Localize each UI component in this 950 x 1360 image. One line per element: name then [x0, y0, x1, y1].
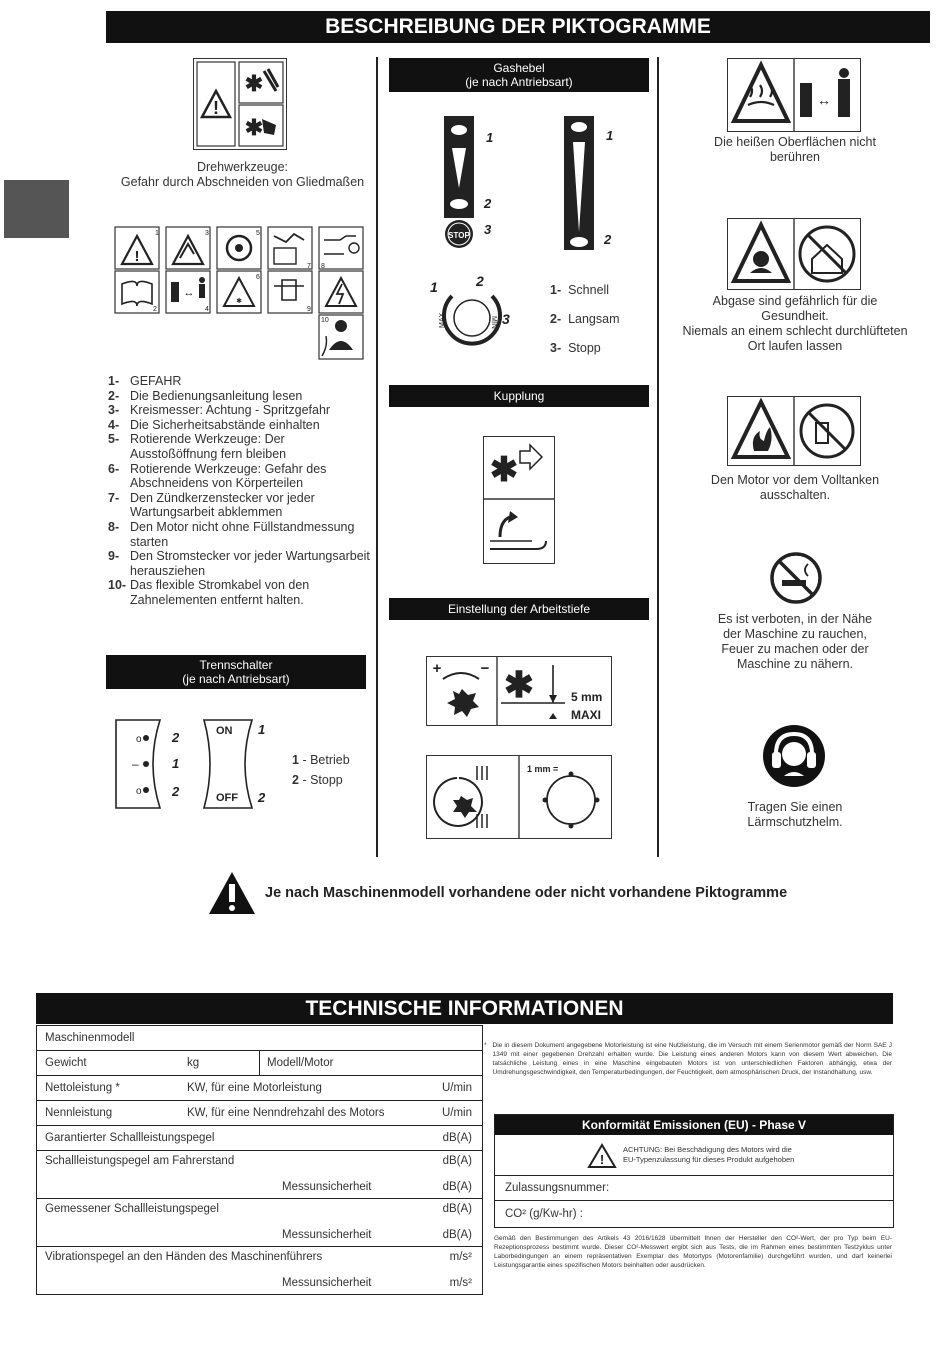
legend-num: 5- — [108, 432, 120, 447]
ear-protection-pictogram — [762, 724, 826, 788]
nominal-power-unit: KW, für eine Nenndrehzahl des Motors — [187, 1107, 385, 1119]
weight-label: Gewicht — [45, 1057, 87, 1069]
dial-mark-2: 2 — [476, 273, 484, 289]
trennschalter-title-line2: (je nach Antriebsart) — [182, 672, 290, 686]
switch-mark-right-top: 1 — [258, 722, 266, 737]
refuel-pictogram — [727, 396, 861, 466]
conformity-warning-line1: ACHTUNG: Bei Beschädigung des Motors wird die — [623, 1145, 792, 1154]
conformity-title — [495, 1115, 893, 1135]
co2-note-text: Gemäß den Bestimmungen des Artikels 43 2016/1628 übermittelt Ihnen der Hersteller den CO²-Wert, der pro Typ beim EU-Rezeptionsprozess bestimmt wurde. Dieser CO²-Messwert ergibt sich aus Tests, die im Rahmen eines bestimmten Testzyklus unter Laborbedingungen an einem repräsentativen Exemplar des Motortyps (Motorenfamilie) durchgeführt wurden, und darf keinerlei Leistungsgarantie eines spezifischen Motors beinhalten oder ausdrücken. — [494, 1235, 892, 1269]
table-row-model — [37, 1026, 482, 1051]
measured-sound-uncertainty-unit: dB(A) — [442, 1229, 472, 1241]
rotating-tools-caption-line2: Gefahr durch Abschneiden von Gliedmaßen — [120, 175, 365, 189]
power-note-text: Die in diesem Dokument angegebene Motorleistung ist eine Nutzleistung, die im Versuch mit einem Serienmotor gemäß der Norm SAE J 1349 mit einer gegebenen Drehzahl erhalten wurde. Die Leistung eines anderen Motors kann von diesem Wert abweichen. Die tatsächliche Leistung eines in eine Maschine eingebauten Motors ist von unterschiedlichen Faktoren abhängig, etwa der Umdrehungsgeschwindigkeit, den Temperaturbedingungen, der Feuchtigkeit, dem atmosphärischen Druck, der Instandhaltung, usw. — [492, 1042, 892, 1076]
grid-num-3: 3 — [205, 230, 209, 237]
sound-driver-uncertainty-unit: dB(A) — [442, 1181, 472, 1193]
switch-mark-right-bottom: 2 — [258, 790, 266, 805]
approval-number-label: Zulassungsnummer: — [505, 1182, 610, 1194]
sound-driver-uncertainty: Messunsicherheit — [282, 1181, 372, 1193]
exhaust-pictogram — [727, 218, 861, 290]
legend-text: Den Motor nicht ohne Füllstandmessung starten — [130, 519, 355, 549]
legend-text: GEFAHR — [130, 374, 182, 388]
rotating-tools-icon — [194, 59, 286, 149]
technical-table — [36, 1025, 483, 1295]
gashebel-legend-item — [550, 334, 620, 363]
no-smoking-caption — [690, 612, 900, 672]
conformity-box — [494, 1114, 894, 1228]
trennschalter-legend-text: - Stopp — [302, 773, 343, 787]
legend-text: Rotierende Werkzeuge: Der Ausstoßöffnung fern bleiben — [130, 432, 287, 461]
trennschalter-legend-text: - Betrieb — [302, 753, 350, 767]
exhaust-caption-line1: Abgase sind gefährlich für die — [712, 294, 878, 308]
svg-text:!: ! — [599, 1152, 605, 1167]
weight-unit: kg — [187, 1057, 200, 1069]
legend-text: Die Bedienungsanleitung lesen — [130, 388, 303, 403]
legend-item — [108, 374, 370, 389]
switch-icon — [112, 718, 282, 810]
grid-num-8: 8 — [321, 263, 325, 270]
svg-text:✱: ✱ — [244, 71, 264, 96]
throttle-mark-a1: 1 — [486, 130, 494, 145]
legend-item — [108, 389, 370, 404]
smoking-caption-line4: Maschine zu nähern. — [736, 657, 854, 671]
svg-text:↔: ↔ — [183, 287, 195, 299]
switch-on-label: ON — [216, 725, 233, 737]
refuel-caption — [690, 473, 900, 503]
rotating-tools-caption-line1: Drehwerkzeuge: — [196, 160, 288, 174]
svg-text:!: ! — [213, 98, 219, 118]
legend-text: Rotierende Werkzeuge: Gefahr des Abschneidens von Körperteilen — [130, 461, 327, 491]
grid-num-2: 2 — [153, 306, 157, 313]
depth-minus: − — [480, 660, 490, 677]
throttle-icon — [430, 112, 630, 252]
stop-label: STOP — [448, 231, 470, 240]
grid-num-6: 6 — [256, 274, 260, 281]
pictograms-header-text: BESCHREIBUNG DER PIKTOGRAMME — [325, 15, 711, 38]
grid-num-10: 10 — [321, 317, 329, 324]
guaranteed-sound-label: Garantierter Schallleistungspegel — [45, 1132, 215, 1144]
depth-plus: + — [432, 660, 442, 677]
dial-mark-3: 3 — [502, 311, 510, 327]
gashebel-legend-text: Langsam — [568, 312, 620, 326]
exhaust-caption-line4: Ort laufen lassen — [747, 339, 843, 353]
svg-text:✱: ✱ — [489, 451, 519, 489]
gashebel-legend-item — [550, 305, 620, 334]
kupplung-title-text: Kupplung — [493, 389, 545, 403]
refuel-caption-line2: ausschalten. — [759, 488, 831, 502]
co2-note — [494, 1234, 892, 1270]
kupplung-pictogram — [483, 436, 555, 564]
gashebel-legend-num: 1- — [550, 283, 562, 297]
pictogram-grid — [114, 226, 366, 360]
smoking-caption-line2: der Maschine zu rauchen, — [723, 627, 867, 641]
side-tab — [4, 180, 69, 238]
svg-text:–: – — [132, 757, 139, 771]
switch-mark-left-mid: 1 — [172, 756, 180, 771]
grid-num-9: 9 — [307, 306, 311, 313]
conformity-title-text: Konformität Emissionen (EU) - Phase V — [581, 1118, 807, 1132]
smoking-caption-line3: Feuer zu machen oder der — [721, 642, 869, 656]
grid-num-7: 7 — [307, 263, 311, 270]
arbeitstiefe-title — [389, 598, 649, 620]
svg-text:✱: ✱ — [503, 664, 535, 705]
table-row-net-power — [37, 1076, 482, 1101]
legend-num: 10- — [108, 578, 127, 593]
legend-item — [108, 462, 370, 491]
throttle-dial — [422, 266, 522, 356]
gashebel-legend-num: 2- — [550, 312, 562, 326]
svg-text:!: ! — [134, 248, 140, 265]
trennschalter-pictogram — [112, 718, 282, 810]
gashebel-legend-text: Stopp — [568, 341, 601, 355]
switch-mark-left-top: 2 — [172, 730, 180, 745]
legend-item — [108, 549, 370, 578]
legend-text: Den Stromstecker vor jeder Wartungsarbeit herausziehen — [130, 549, 370, 578]
gashebel-title-line1: Gashebel — [493, 61, 545, 75]
hot-caption-line1: Die heißen Oberflächen nicht — [714, 135, 876, 149]
legend-item — [108, 578, 370, 607]
conformity-warning-line2: EU-Typenzulassung für dieses Produkt aufgehoben — [623, 1155, 795, 1164]
hot-caption-line2: berühren — [769, 150, 821, 164]
pictogram-grid-icons — [114, 226, 366, 360]
depth-value: 5 mm — [571, 690, 603, 704]
power-note — [484, 1041, 892, 1077]
hot-surface-pictogram — [727, 58, 861, 132]
table-row-nominal-power — [37, 1101, 482, 1126]
legend-text: Die Sicherheitsabstände einhalten — [130, 417, 320, 432]
dial-mark-1: 1 — [430, 279, 438, 295]
legend-num: 1- — [108, 374, 120, 388]
arbeitstiefe-title-text: Einstellung der Arbeitstiefe — [447, 602, 591, 616]
depth-icon — [427, 657, 611, 725]
depth-max: MAXI — [571, 708, 601, 722]
measured-sound-label: Gemessener Schallleistungspegel — [45, 1203, 219, 1215]
pictograms-header — [106, 11, 930, 43]
ear-caption-line1: Tragen Sie einen — [747, 800, 843, 814]
legend-item — [108, 418, 370, 433]
throttle-mark-b2: 2 — [604, 232, 612, 247]
sound-driver-label: Schallleistungspegel am Fahrerstand — [45, 1155, 235, 1167]
trennschalter-legend-num: 1 — [292, 753, 299, 767]
pictogram-availability-text: Je nach Maschinenmodell vorhandene oder nicht vorhandene Piktogramme — [265, 885, 788, 901]
net-power-label: Nettoleistung * — [45, 1082, 120, 1094]
legend-num: 7- — [108, 490, 120, 505]
model-label: Maschinenmodell — [45, 1032, 135, 1044]
table-row-guaranteed-sound — [37, 1126, 482, 1151]
dial-icon — [422, 266, 522, 356]
sound-driver-unit: dB(A) — [442, 1155, 472, 1167]
rotating-tools-caption — [110, 160, 375, 190]
legend-num: 6- — [108, 461, 120, 476]
legend-num: 9- — [108, 549, 120, 564]
gashebel-title — [389, 58, 649, 92]
svg-text:✱: ✱ — [236, 298, 242, 305]
trennschalter-title-line1: Trennschalter — [199, 658, 273, 672]
depth-adjust-pictogram — [426, 755, 612, 839]
vibration-unit: m/s² — [449, 1251, 472, 1263]
smoking-caption-line1: Es ist verboten, in der Nähe — [717, 612, 873, 626]
co2-row — [495, 1201, 893, 1227]
trennschalter-legend-item — [292, 750, 350, 770]
power-note-mark: * — [484, 1042, 487, 1049]
weight-divider — [259, 1051, 260, 1075]
legend-num: 4- — [108, 417, 120, 432]
svg-text:↔: ↔ — [817, 92, 831, 108]
svg-text:o: o — [136, 786, 142, 797]
guaranteed-sound-unit: dB(A) — [442, 1132, 472, 1144]
legend-item — [108, 520, 370, 549]
warning-triangle-icon — [207, 870, 257, 916]
no-smoking-icon — [768, 550, 824, 606]
net-power-rpm: U/min — [441, 1082, 472, 1094]
refuel-caption-line1: Den Motor vor dem Volltanken — [710, 473, 880, 487]
grid-num-1: 1 — [155, 230, 159, 237]
legend-num: 8- — [108, 519, 120, 534]
trennschalter-title — [106, 655, 366, 689]
approval-number-row — [495, 1176, 893, 1201]
conformity-warning-text — [623, 1145, 794, 1165]
dial-max-label: MAX — [439, 312, 446, 328]
no-smoking-pictogram — [768, 550, 824, 606]
svg-text:✱: ✱ — [244, 115, 264, 140]
hot-surface-icon — [728, 59, 860, 131]
svg-text:o: o — [136, 734, 142, 745]
legend-item — [108, 432, 370, 461]
trennschalter-legend — [292, 750, 350, 790]
legend-item — [108, 491, 370, 520]
legend-text: Das flexible Stromkabel von den Zahnelementen entfernt halten. — [130, 578, 310, 607]
table-row-sound-driver — [37, 1151, 482, 1199]
nominal-power-label: Nennleistung — [45, 1107, 113, 1119]
exhaust-icon — [728, 219, 860, 289]
column-divider-right — [657, 57, 659, 857]
conformity-warning-icon — [587, 1143, 617, 1169]
dial-min-label: MIN — [490, 316, 497, 329]
gashebel-legend-text: Schnell — [568, 283, 610, 297]
column-divider-left — [376, 57, 378, 857]
switch-off-label: OFF — [216, 792, 238, 804]
gashebel-legend — [550, 276, 620, 363]
depth-adjust-icon — [427, 756, 611, 838]
kupplung-title — [389, 385, 649, 407]
pictogram-legend — [108, 374, 370, 608]
throttle-mark-a3: 3 — [484, 222, 492, 237]
rotating-tools-pictogram — [193, 58, 287, 150]
refuel-icon — [728, 397, 860, 465]
exhaust-caption-line3: Niemals an einem schlecht durchlüfteten — [682, 324, 908, 338]
ear-protection-icon — [762, 724, 826, 788]
co2-label: CO² (g/Kw-hr) : — [505, 1208, 583, 1220]
grid-num-4: 4 — [205, 306, 209, 313]
mm-label: 1 mm = — [527, 764, 559, 774]
vibration-uncertainty: Messunsicherheit — [282, 1277, 372, 1289]
legend-num: 3- — [108, 403, 120, 418]
legend-text: Den Zündkerzenstecker vor jeder Wartungsarbeit abklemmen — [130, 490, 315, 520]
vibration-label: Vibrationspegel an den Händen des Maschinenführers — [45, 1251, 323, 1263]
exhaust-caption-line2: Gesundheit. — [761, 309, 829, 323]
table-row-weight — [37, 1051, 482, 1076]
conformity-warning-row — [495, 1135, 893, 1176]
gashebel-legend-item — [550, 276, 620, 305]
vibration-uncertainty-unit: m/s² — [449, 1277, 472, 1289]
switch-mark-left-bottom: 2 — [172, 784, 180, 799]
engine-model-label: Modell/Motor — [267, 1057, 334, 1069]
gashebel-title-line2: (je nach Antriebsart) — [465, 75, 573, 89]
gashebel-pictograms — [430, 112, 630, 252]
exhaust-caption — [670, 294, 920, 354]
ear-protection-caption — [690, 800, 900, 830]
legend-item — [108, 403, 370, 418]
table-row-measured-sound — [37, 1199, 482, 1247]
legend-text: Kreismesser: Achtung - Spritzgefahr — [130, 403, 331, 418]
trennschalter-legend-num: 2 — [292, 773, 299, 787]
throttle-mark-b1: 1 — [606, 128, 614, 143]
hot-surface-caption — [690, 135, 900, 165]
legend-num: 2- — [108, 388, 120, 403]
depth-pictogram — [426, 656, 612, 726]
nominal-power-rpm: U/min — [441, 1107, 472, 1119]
gashebel-legend-num: 3- — [550, 341, 562, 355]
technical-header — [36, 993, 893, 1024]
measured-sound-unit: dB(A) — [442, 1203, 472, 1215]
pictogram-availability-note — [207, 870, 857, 916]
throttle-mark-a2: 2 — [484, 196, 492, 211]
trennschalter-legend-item — [292, 770, 350, 790]
grid-num-5: 5 — [256, 230, 260, 237]
net-power-unit: KW, für eine Motorleistung — [187, 1082, 322, 1094]
technical-header-text: TECHNISCHE INFORMATIONEN — [305, 997, 624, 1020]
table-row-vibration — [37, 1247, 482, 1294]
ear-caption-line2: Lärmschutzhelm. — [747, 815, 843, 829]
measured-sound-uncertainty: Messunsicherheit — [282, 1229, 372, 1241]
clutch-icon — [484, 437, 554, 563]
